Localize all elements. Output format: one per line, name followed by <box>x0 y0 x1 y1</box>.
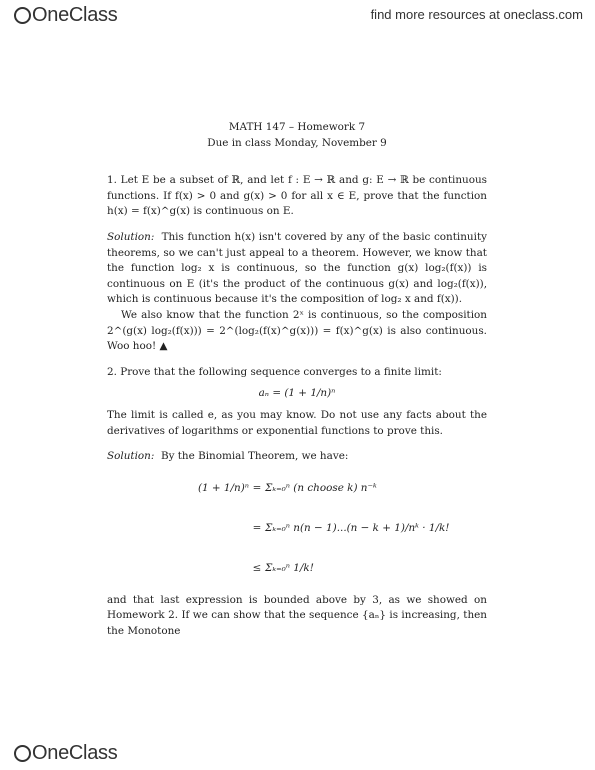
find-more-resources-link[interactable]: find more resources at oneclass.com <box>370 7 583 22</box>
equation-rhs: Σₖ₌₀ⁿ n(n − 1)...(n − k + 1)/nᵏ · 1/k! <box>265 521 450 534</box>
equation-relation: = <box>252 481 262 494</box>
solution-label: Solution: <box>107 230 155 243</box>
closing-paragraph: and that last expression is bounded above by 3, as we showed on Homework 2. If we can show that the sequence {aₙ} is increasing, then the Monotone <box>107 593 487 637</box>
equation-rhs: Σₖ₌₀ⁿ 1/k! <box>265 561 314 574</box>
footer-logo-ring-icon <box>14 745 31 762</box>
equation-an <box>107 386 487 402</box>
top-bar <box>0 0 595 30</box>
doc-subtitle: Due in class Monday, November 9 <box>207 136 387 149</box>
binomial-derivation <box>187 469 487 589</box>
footer-bar <box>0 738 595 770</box>
solution-1-continued: We also know that the function 2ˣ is continuous, so the composition 2^(g(x) log₂(f(x))) = 2^(log₂(f(x)^g(x))) = f(x)^g(x) is also continuous. Woo hoo! ▲ <box>107 308 487 353</box>
equation-rhs: Σₖ₌₀ⁿ (n choose k) n⁻ᵏ <box>265 481 377 494</box>
footer-brand-name: OneClass <box>32 742 118 764</box>
equation-an-lhs: aₙ = <box>258 387 282 400</box>
oneclass-logo[interactable] <box>14 4 117 27</box>
doc-title: MATH 147 – Homework 7 <box>228 121 366 133</box>
problem-1: 1. Let E be a subset of ℝ, and let f : E → ℝ and g: E → ℝ be continuous functions. If f(x) > 0 and g(x) > 0 for all x ∈ E, prove that the function h(x) = f(x)^g(x) is continuous on E. <box>107 174 487 218</box>
equation-relation: ≤ <box>252 561 262 574</box>
problem-2-note: The limit is called e, as you may know. Do not use any facts about the derivatives of logarithms or exponential functions to prove this. <box>107 408 487 437</box>
equation-line <box>187 549 487 589</box>
problem-2: 2. Prove that the following sequence converges to a finite limit: <box>107 365 442 378</box>
solution-2-label: Solution: <box>107 450 155 463</box>
equation-line <box>187 509 487 549</box>
solution-2 <box>107 449 487 465</box>
brand-name: OneClass <box>32 4 118 26</box>
solution-1-text: This function h(x) isn't covered by any of the basic continuity theorems, so we can't just appeal to a theorem. However, we know that the function log₂ x is continuous, so the function g(x) log₂(f(x)) is continuous on E (it's the product of the continuous g(x) and log₂(f(x)), which is continuous because it's the composition of log₂ x and f(x)). <box>107 230 487 306</box>
footer-oneclass-logo[interactable] <box>14 742 117 765</box>
solution-1 <box>107 230 487 308</box>
document-page <box>107 120 487 639</box>
solution-2-text: By the Binomial Theorem, we have: <box>160 450 349 463</box>
equation-relation: = <box>252 521 262 534</box>
equation-lhs: (1 + 1/n)ⁿ <box>197 481 249 494</box>
equation-an-rhs: (1 + 1/n)ⁿ <box>284 387 336 400</box>
logo-ring-icon <box>14 7 31 24</box>
equation-line <box>187 469 487 509</box>
